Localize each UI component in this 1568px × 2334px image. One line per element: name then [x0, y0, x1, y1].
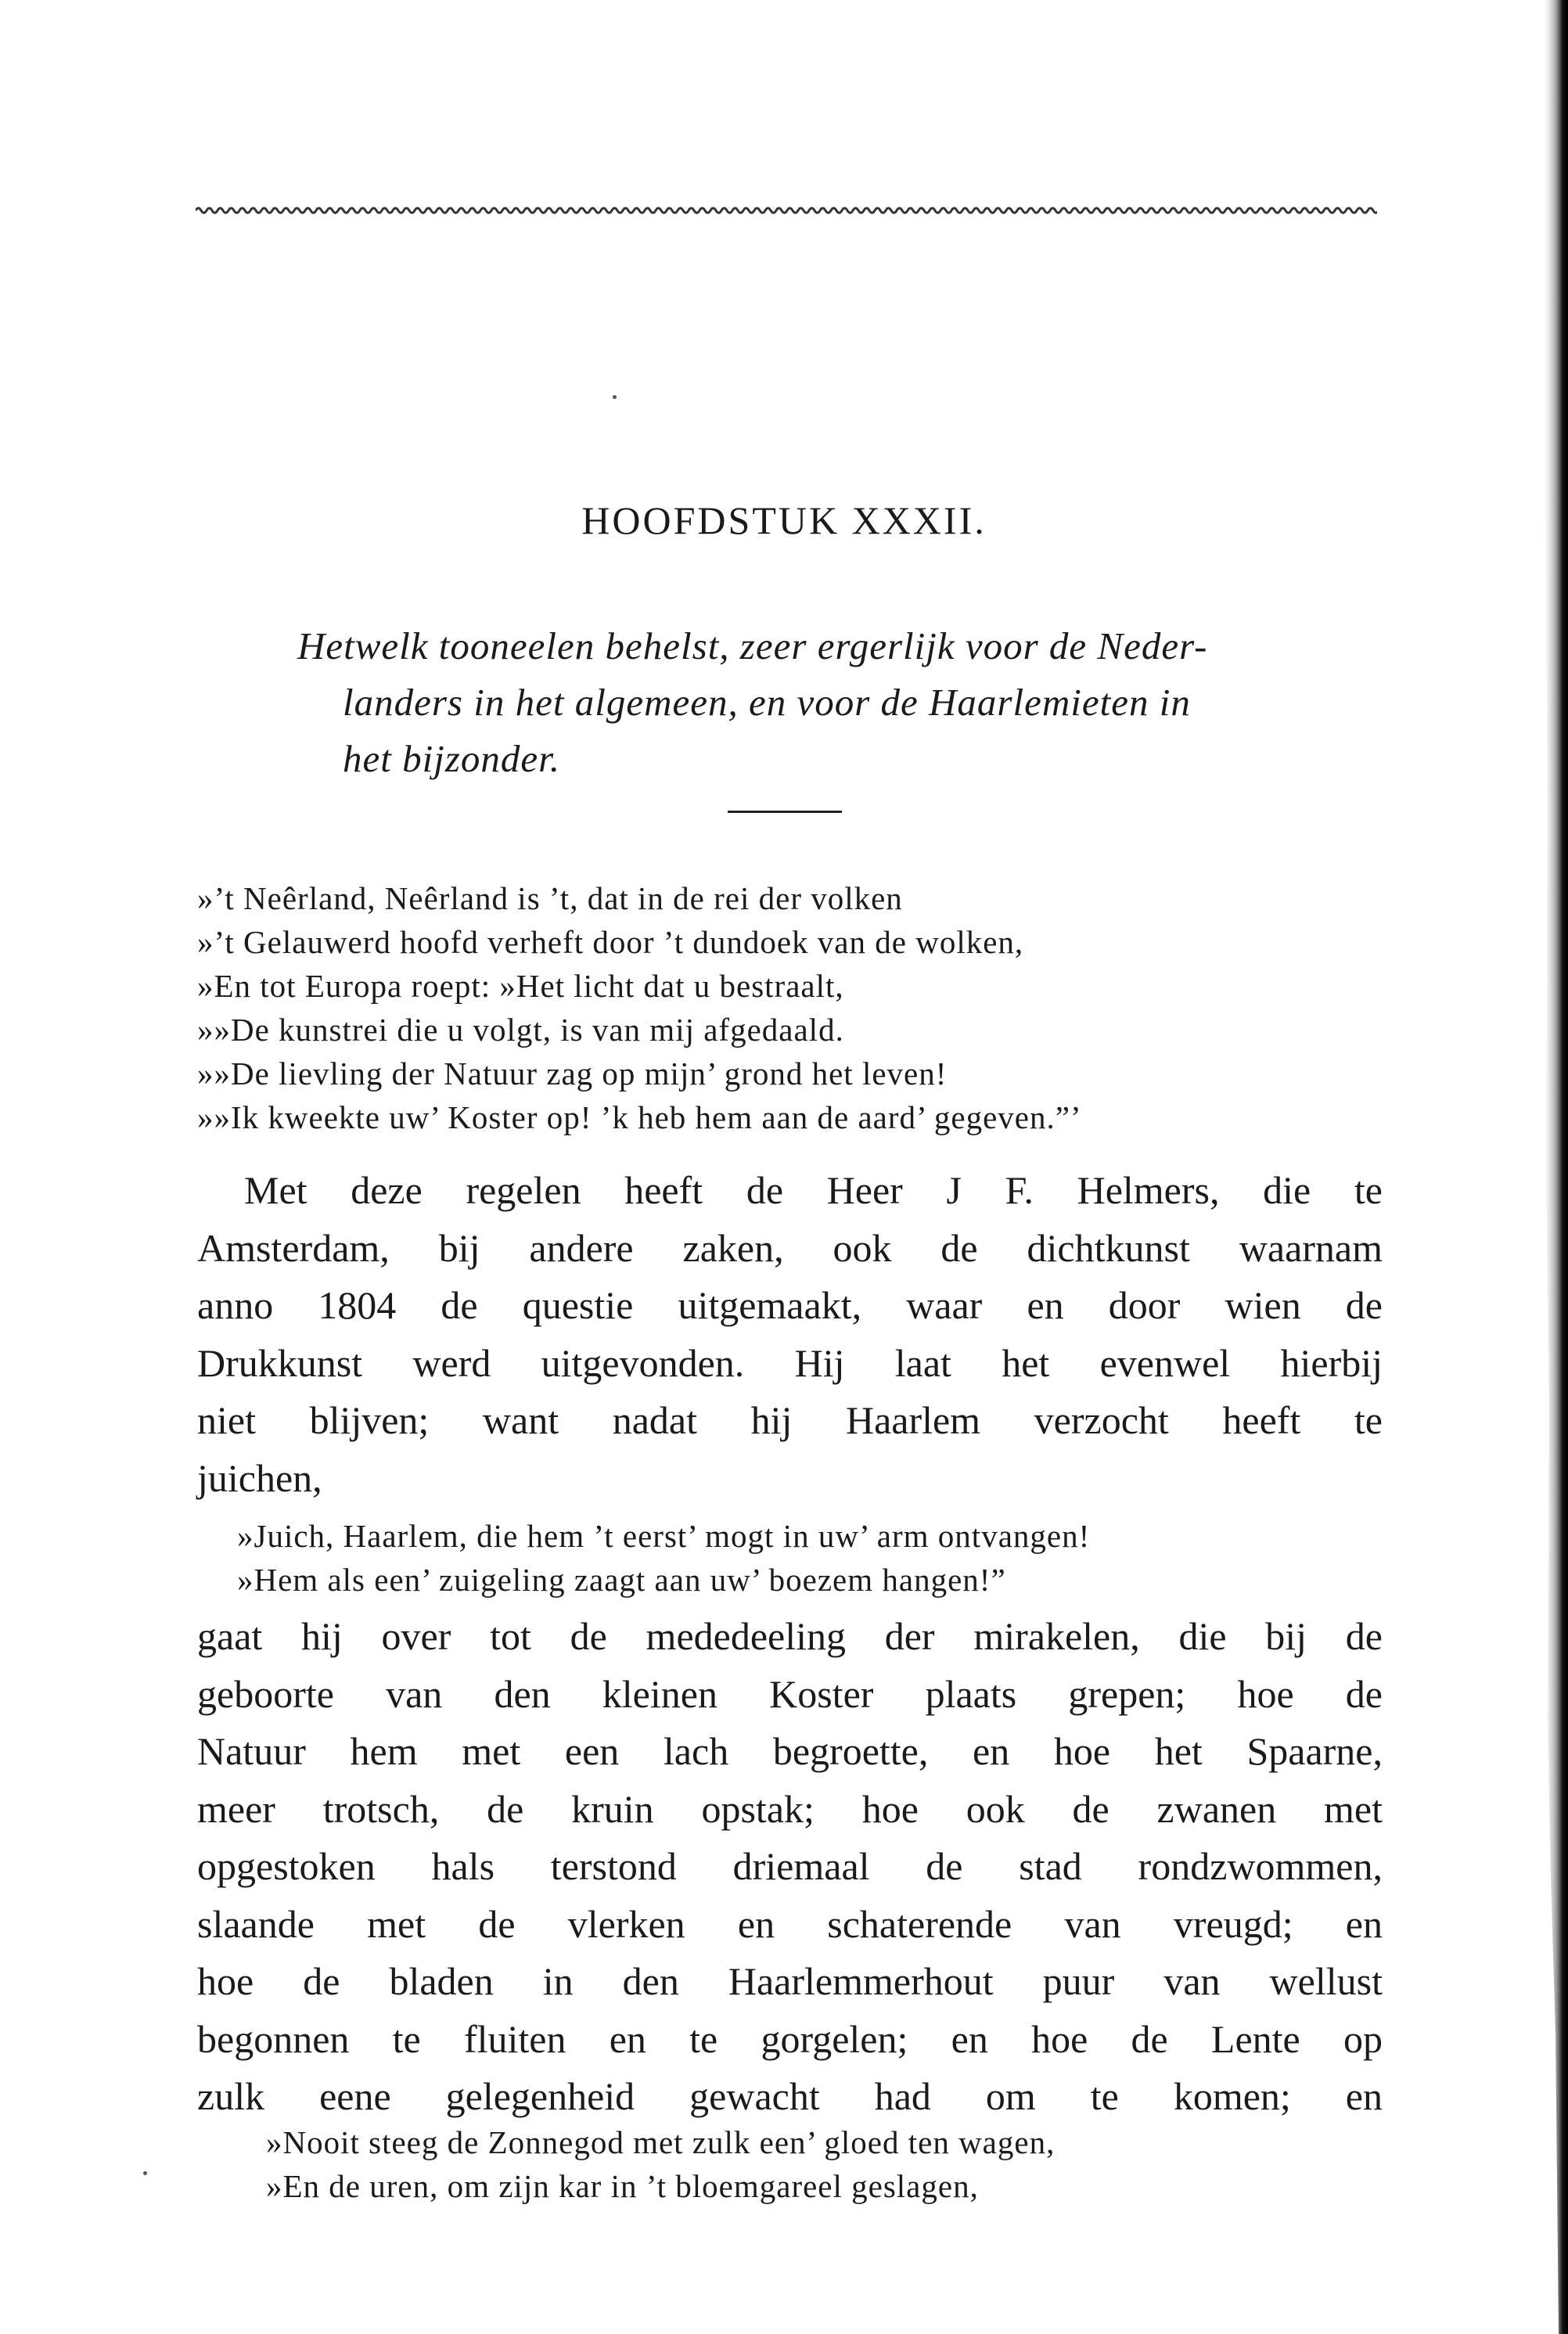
paragraph-line: geboorte van den kleinen Koster plaats grepen; hoe de	[197, 1671, 1383, 1716]
verse-line: »Nooit steeg de Zonnegod met zulk een’ gloed ten wagen,	[266, 2124, 1056, 2160]
verse-line: »’t Neêrland, Neêrland is ’t, dat in de rei der volken	[197, 880, 903, 916]
stray-ink-dot	[143, 2171, 147, 2175]
paragraph-line: Natuur hem met een lach begroette, en hoe het Spaarne,	[197, 1729, 1383, 1773]
paragraph-line: gaat hij over tot de mededeeling der mirakelen, die bij de	[197, 1614, 1383, 1658]
chapter-subtitle	[297, 618, 1408, 787]
verse-quote-3	[266, 2120, 1055, 2208]
verse-line: »»Ik kweekte uw’ Koster op! ’k heb hem aan de aard’ gegeven.”’	[197, 1099, 1082, 1135]
stray-ink-dot	[613, 395, 617, 399]
paragraph-line: opgestoken hals terstond driemaal de stad rondzwommen,	[197, 1844, 1383, 1888]
paragraph-line: meer trotsch, de kruin opstak; hoe ook de zwanen met	[197, 1786, 1383, 1831]
verse-line: »Hem als een’ zuigeling zaagt aan uw’ boezem hangen!”	[237, 1562, 1006, 1598]
verse-line: »’t Gelauwerd hoofd verheft door ’t dundoek van de wolken,	[197, 924, 1024, 960]
paragraph-line: slaande met de vlerken en schaterende van vreugd; en	[197, 1901, 1383, 1946]
verse-line: »En tot Europa roept: »Het licht dat u bestraalt,	[197, 968, 844, 1004]
verse-line: »»De kunstrei die u volgt, is van mij afgedaald.	[197, 1012, 844, 1048]
verse-quote-2	[237, 1514, 1090, 1602]
paragraph-1	[197, 1162, 1383, 1507]
binding-edge-shadow	[1510, 0, 1568, 2334]
paragraph-line: juichen,	[197, 1455, 322, 1500]
paragraph-line: Drukkunst werd uitgevonden. Hij laat het evenwel hierbij	[197, 1340, 1383, 1385]
paragraph-line: zulk eene gelegenheid gewacht had om te komen; en	[197, 2074, 1383, 2118]
verse-line: »»De lievling der Natuur zag op mijn’ grond het leven!	[197, 1056, 948, 1091]
paragraph-line: Met deze regelen heeft de Heer J F. Helmers, die te	[244, 1168, 1383, 1212]
section-divider	[728, 811, 842, 813]
paragraph-line: anno 1804 de questie uitgemaakt, waar en door wien de	[197, 1283, 1383, 1327]
chapter-title: HOOFDSTUK XXXII.	[581, 498, 987, 542]
paragraph-2	[197, 1608, 1383, 2126]
verse-line: »En de uren, om zijn kar in ’t bloemgareel geslagen,	[266, 2168, 979, 2204]
verse-quote-1	[197, 876, 1082, 1139]
subtitle-line: Hetwelk tooneelen behelst, zeer ergerlijk voor de Neder-	[297, 624, 1208, 667]
paragraph-line: begonnen te fluiten en te gorgelen; en hoe de Lente op	[197, 2016, 1383, 2061]
subtitle-line: landers in het algemeen, en voor de Haarlemieten in	[343, 681, 1191, 724]
paragraph-line: niet blijven; want nadat hij Haarlem verzocht heeft te	[197, 1398, 1383, 1442]
verse-line: »Juich, Haarlem, die hem ’t eerst’ mogt in uw’ arm ontvangen!	[237, 1518, 1091, 1554]
paragraph-line: hoe de bladen in den Haarlemmerhout puur van wellust	[197, 1959, 1383, 2003]
subtitle-line: het bijzonder.	[343, 737, 561, 780]
decorative-wavy-rule	[196, 202, 1377, 219]
paragraph-line: Amsterdam, bij andere zaken, ook de dichtkunst waarnam	[197, 1225, 1383, 1270]
